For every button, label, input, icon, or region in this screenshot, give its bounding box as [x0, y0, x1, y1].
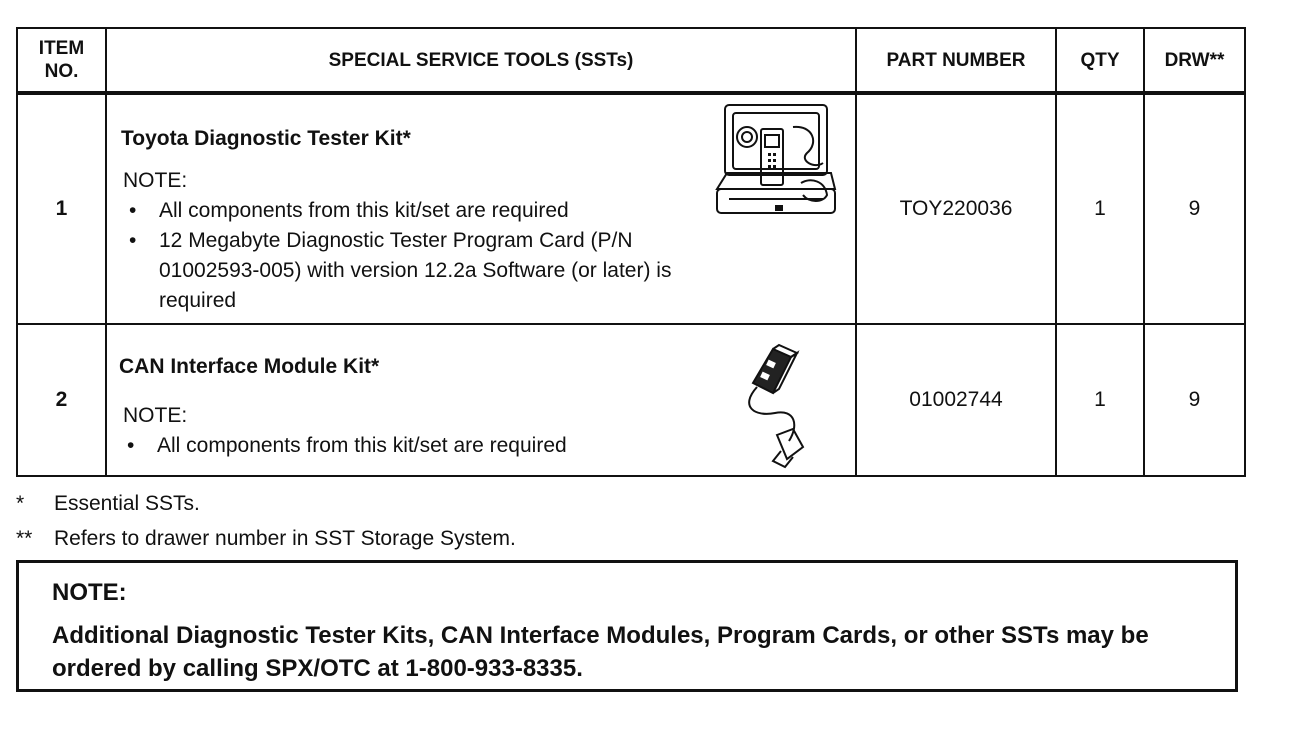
footnote-mark: **	[16, 527, 33, 550]
drawer-number: 9	[1144, 93, 1245, 324]
tool-title: CAN Interface Module Kit*	[119, 355, 380, 378]
header-part-number: PART NUMBER	[856, 28, 1056, 93]
table-row	[17, 93, 1245, 324]
note-label: NOTE:	[123, 169, 188, 192]
note-box-title: NOTE:	[52, 579, 127, 606]
footnote-mark: *	[16, 492, 25, 515]
note-label: NOTE:	[123, 404, 188, 427]
diagnostic-tester-case-icon	[715, 103, 837, 221]
part-number: 01002744	[856, 324, 1056, 476]
tool-description	[106, 324, 856, 476]
item-number: 2	[17, 324, 106, 476]
note-box	[16, 560, 1238, 692]
qty: 1	[1056, 93, 1144, 324]
bullet-item: • All components from this kit/set are required	[127, 431, 727, 461]
header-drw: DRW**	[1144, 28, 1245, 93]
tool-description	[106, 93, 856, 324]
note-box-body: Additional Diagnostic Tester Kits, CAN Interface Modules, Program Cards, or other SSTs may be ordered by calling SPX/OTC at 1-800-933-8335.	[52, 622, 1149, 682]
footnote-text: Refers to drawer number in SST Storage System.	[54, 527, 516, 550]
bullet-item: • All components from this kit/set are required	[129, 196, 729, 226]
header-item-no: ITEM NO.	[17, 28, 106, 93]
part-number: TOY220036	[856, 93, 1056, 324]
header-row	[17, 28, 1245, 93]
bullet-item: • 12 Megabyte Diagnostic Tester Program Card (P/N 01002593-005) with version 12.2a Software (or later) is required	[129, 226, 719, 316]
header-special-service-tools: SPECIAL SERVICE TOOLS (SSTs)	[106, 28, 856, 93]
qty: 1	[1056, 324, 1144, 476]
footnote-text: Essential SSTs.	[54, 492, 200, 515]
item-number: 1	[17, 93, 106, 324]
table-row	[17, 324, 1245, 476]
drawer-number: 9	[1144, 324, 1245, 476]
tool-title: Toyota Diagnostic Tester Kit*	[121, 127, 411, 150]
header-qty: QTY	[1056, 28, 1144, 93]
note-bullets	[129, 196, 729, 316]
sst-table	[16, 27, 1246, 477]
can-module-cable-icon	[733, 343, 823, 469]
note-bullets	[127, 431, 727, 461]
